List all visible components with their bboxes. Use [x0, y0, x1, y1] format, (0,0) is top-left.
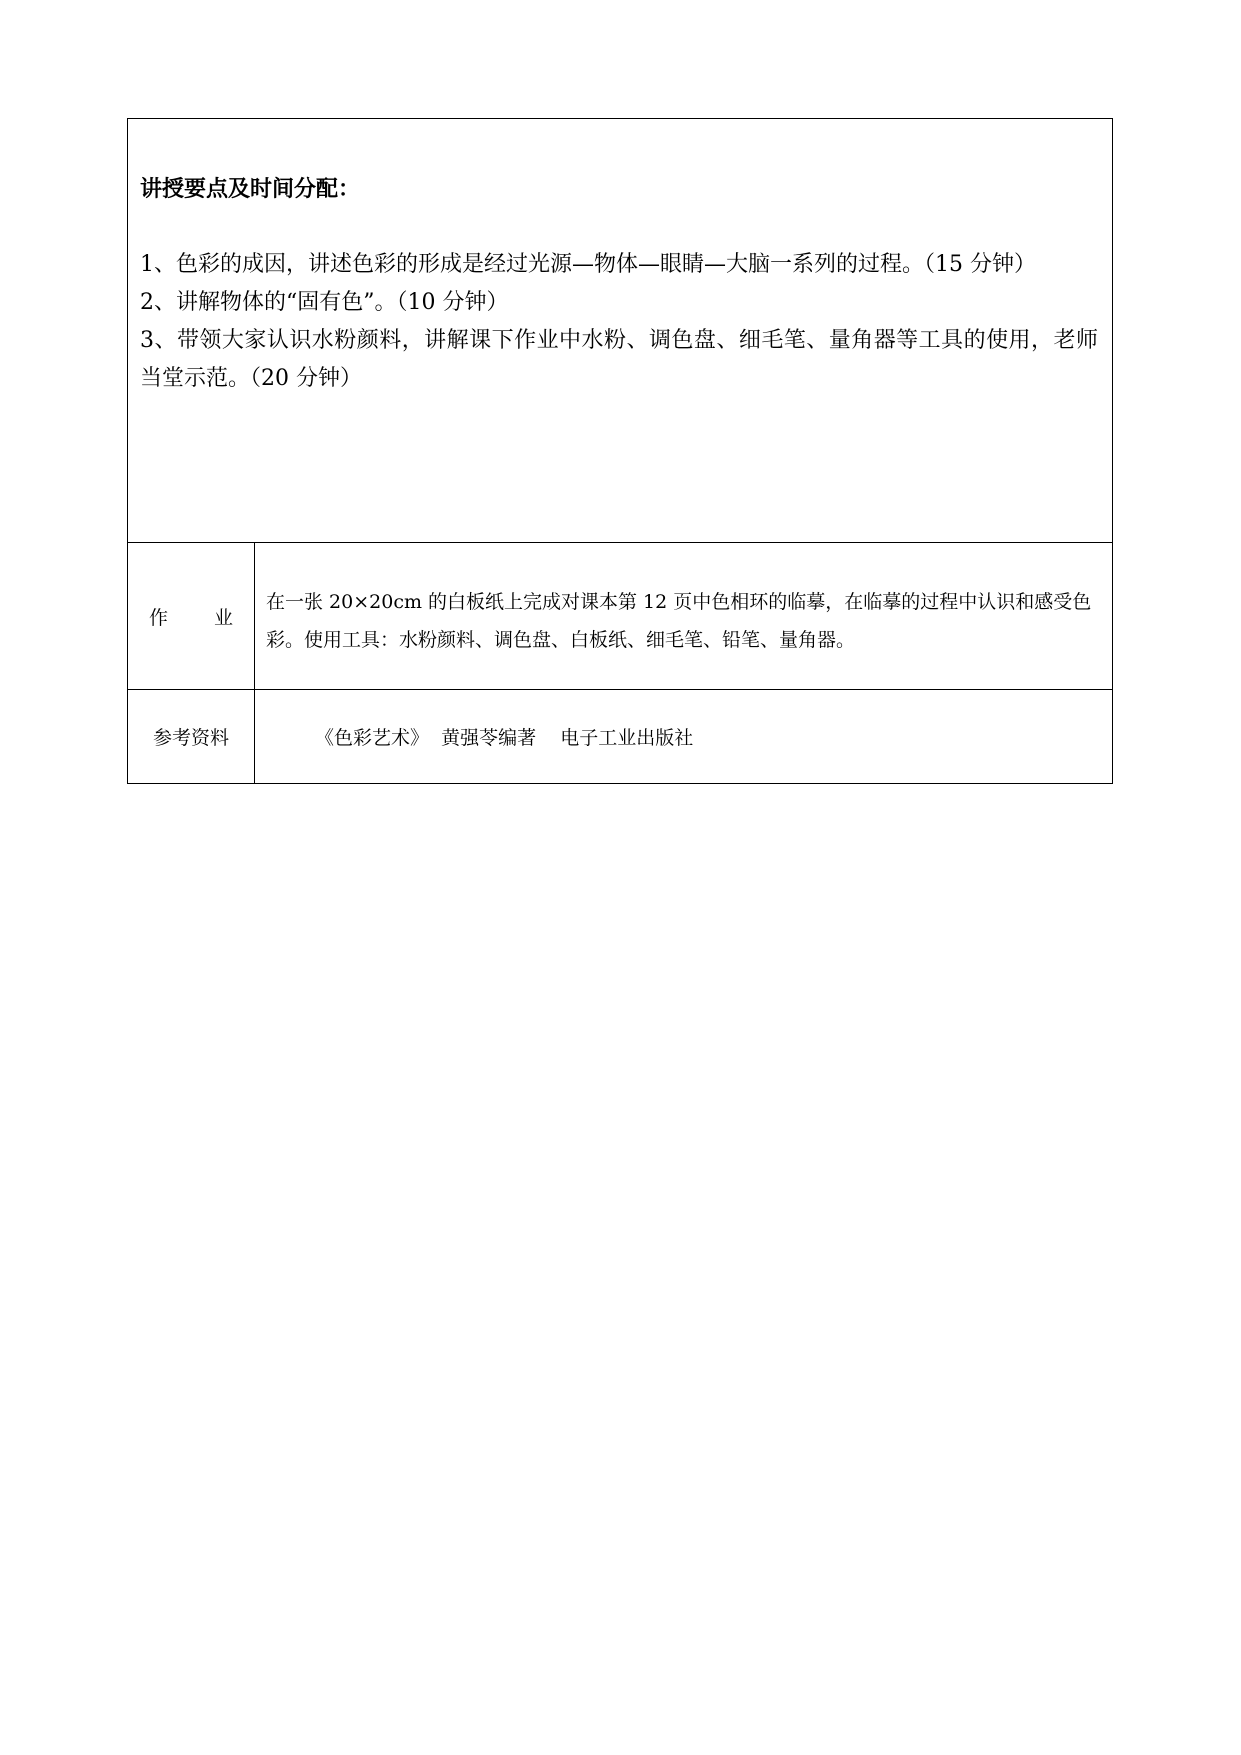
- homework-content: 在一张 20×20cm 的白板纸上完成对课本第 12 页中色相环的临摹，在临摹的过程中认识和感受色彩。使用工具：水粉颜料、调色盘、白板纸、细毛笔、铅笔、量角器。: [255, 543, 1113, 690]
- reference-content: 《色彩艺术》 黄强苓编著 电子工业出版社: [255, 690, 1113, 784]
- lecture-point-item-3: 3、带领大家认识水粉颜料，讲解课下作业中水粉、调色盘、细毛笔、量角器等工具的使用，老师当堂示范。（20 分钟）: [140, 328, 1098, 391]
- lecture-point-item-2: 2、讲解物体的“固有色”。（10 分钟）: [140, 290, 509, 315]
- homework-label: [149, 607, 233, 629]
- reference-row: [128, 690, 1113, 784]
- lecture-points-heading: 讲授要点及时间分配：: [140, 176, 361, 202]
- homework-label-cell: [128, 543, 255, 690]
- lesson-plan-table: [127, 118, 1113, 784]
- homework-label-right: 业: [214, 606, 234, 629]
- lecture-points-row: [128, 119, 1113, 543]
- lecture-points-cell: [128, 119, 1113, 543]
- homework-label-left: 作: [148, 606, 168, 629]
- homework-row: [128, 543, 1113, 690]
- lecture-point-item-1: 1、色彩的成因，讲述色彩的形成是经过光源—物体—眼睛—大脑一系列的过程。（15 分钟）: [140, 252, 1036, 277]
- reference-label: 参考资料: [128, 690, 255, 784]
